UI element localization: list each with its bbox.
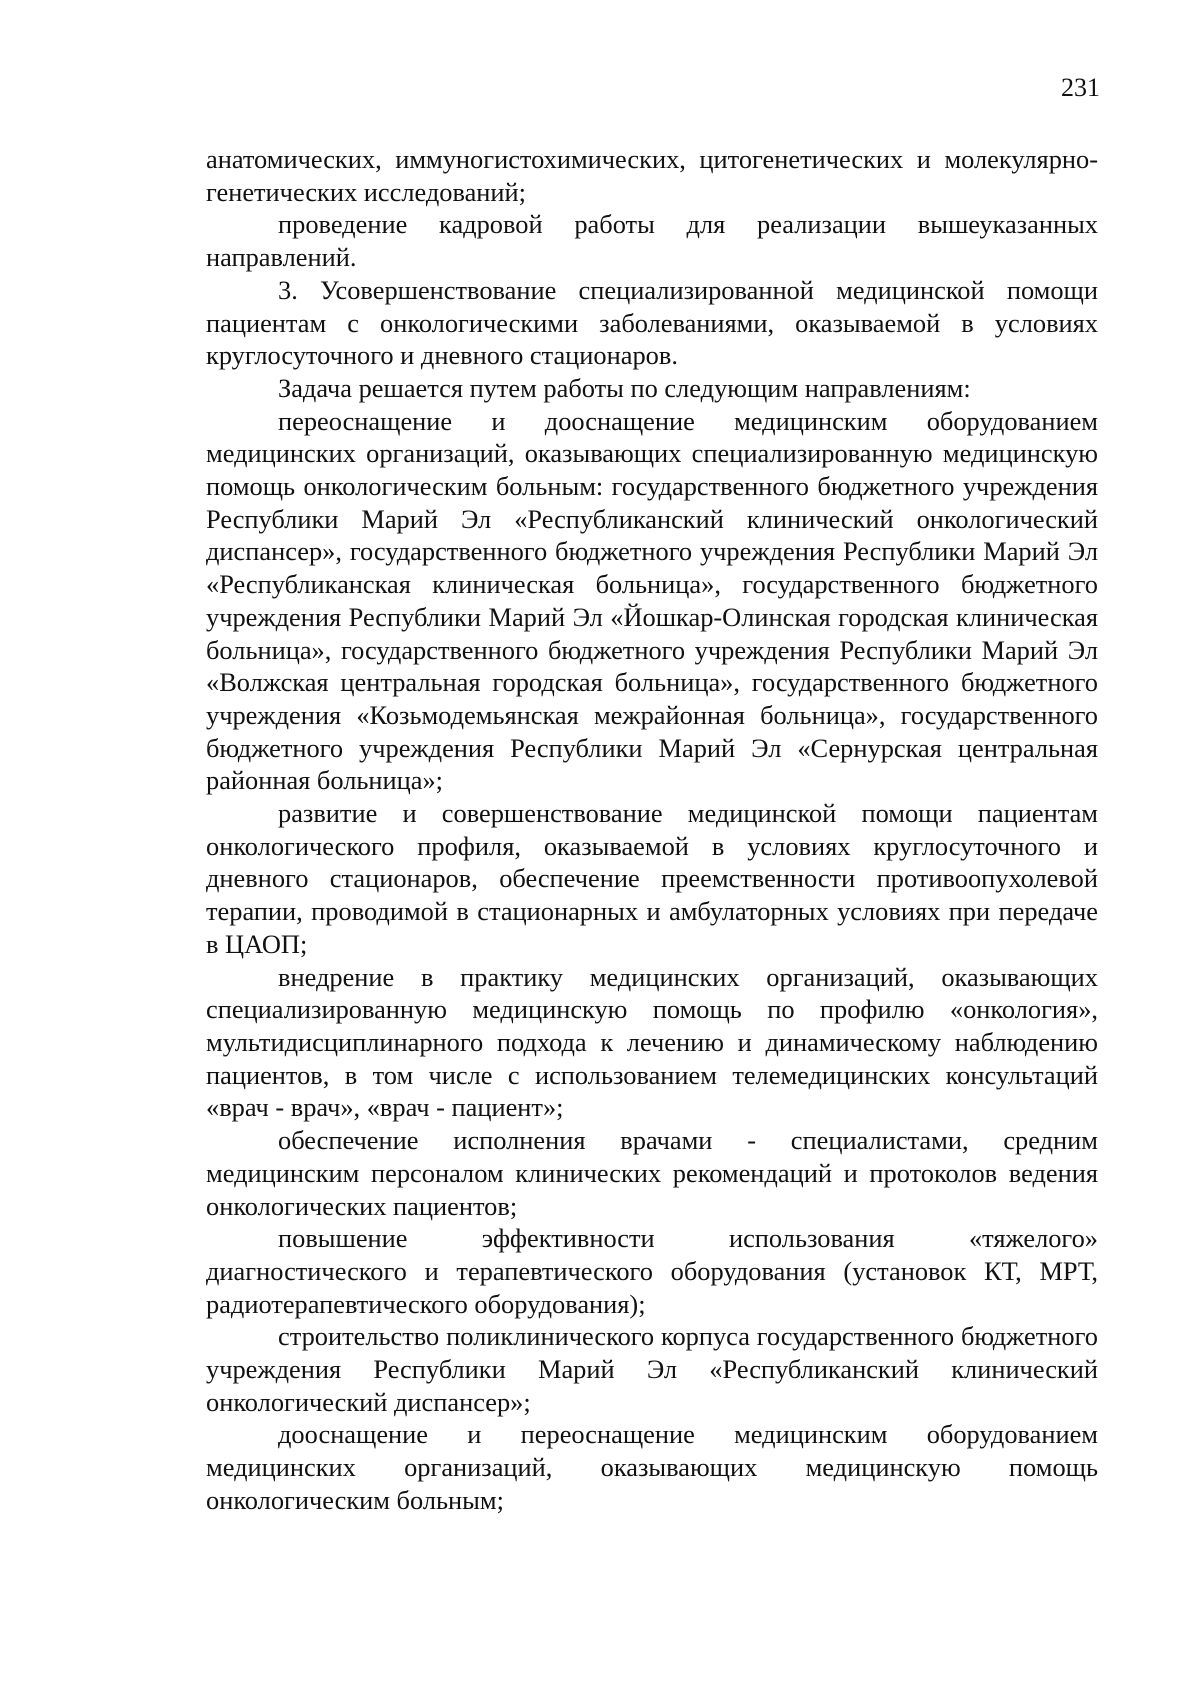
paragraph-equipment-institutions: переоснащение и дооснащение медицинским оборудованием медицинских организаций, оказывающих специализированную медицинскую помощь онкологическим больным: государственного бюджетного учреждения Республики Марий Эл «Республиканский клинический онкологический диспансер», государственного бюджетного учреждения Республики Марий Эл «Республиканская клиническая больница», государственного бюджетного учреждения Республики Марий Эл «Йошкар-Олинская городская клиническая больница», государственного бюджетного учреждения Республики Марий Эл «Волжская центральная городская больница», государственного бюджетного учреждения «Козьмодемьянская межрайонная больница», государственного бюджетного учреждения Республики Марий Эл «Сернурская центральная районная больница»; — [206, 405, 1098, 796]
page-number: 231 — [1061, 73, 1100, 102]
paragraph-heavy-equipment: повышение эффективности использования «тяжелого» диагностического и терапевтического оборудования (установок КТ, МРТ, радиотерапевтического оборудования); — [206, 1223, 1098, 1319]
paragraph-construction: строительство поликлинического корпуса государственного бюджетного учреждения Республики Марий Эл «Республиканский клинический онкологический диспансер»; — [206, 1321, 1098, 1417]
paragraph-continuation: анатомических, иммуногистохимических, цитогенетических и молекулярно-генетических исследований; — [206, 144, 1098, 207]
paragraph-staff-work: проведение кадровой работы для реализации вышеуказанных направлений. — [206, 209, 1098, 273]
paragraph-re-equipment: дооснащение и переоснащение медицинским оборудованием медицинских организаций, оказывающих медицинскую помощь онкологическим больным; — [206, 1419, 1098, 1515]
body-text — [206, 143, 1098, 1517]
paragraph-development-care: развитие и совершенствование медицинской помощи пациентам онкологического профиля, оказываемой в условиях круглосуточного и дневного стационаров, обеспечение преемственности противоопухолевой терапии, проводимой в стационарных и амбулаторных условиях при передаче в ЦАОП; — [206, 798, 1098, 959]
paragraph-section-3-heading: 3. Усовершенствование специализированной медицинской помощи пациентам с онкологическими заболеваниями, оказываемой в условиях круглосуточного и дневного стационаров. — [206, 274, 1098, 371]
paragraph-task-intro: Задача решается путем работы по следующим направлениям: — [278, 372, 971, 403]
paragraph-multidisciplinary-approach: внедрение в практику медицинских организаций, оказывающих специализированную медицинскую помощь по профилю «онкология», мультидисциплинарного подхода к лечению и динамическому наблюдению пациентов, в том числе с использованием телемедицинских консультаций «врач - врач», «врач - пациент»; — [206, 961, 1098, 1123]
paragraph-clinical-recommendations: обеспечение исполнения врачами - специалистами, средним медицинским персоналом клинических рекомендаций и протоколов ведения онкологических пациентов; — [206, 1125, 1098, 1221]
